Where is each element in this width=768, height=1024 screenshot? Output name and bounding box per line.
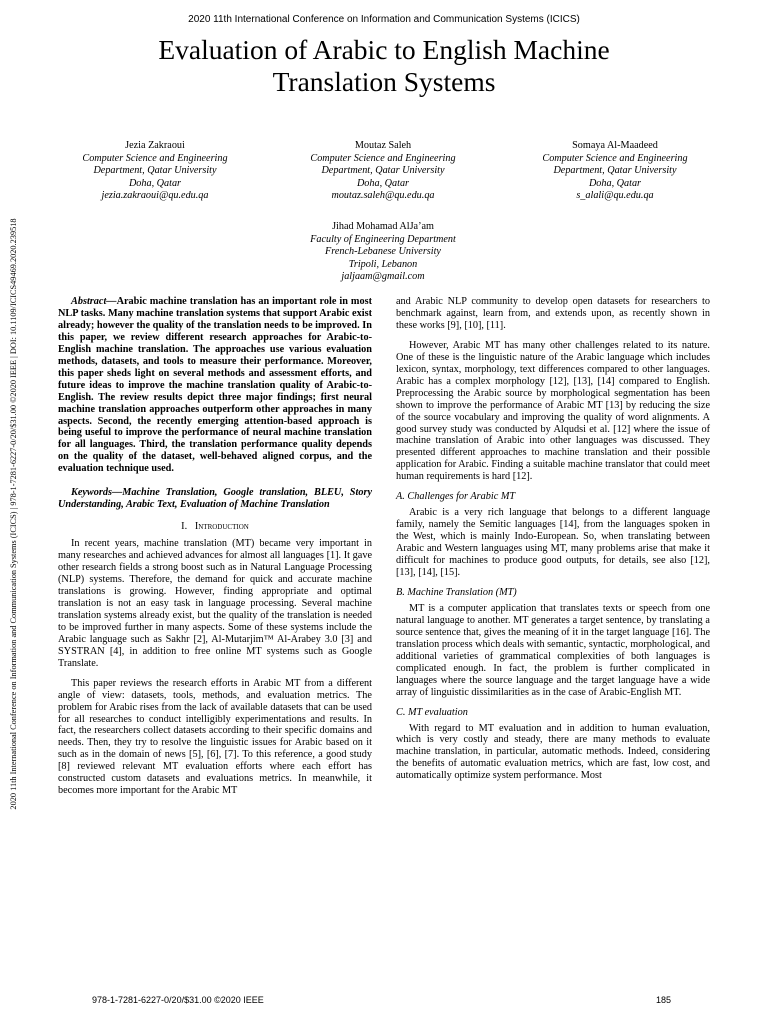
page-number: 185 (656, 995, 672, 1005)
author-city: Doha, Qatar (588, 177, 642, 189)
author-city: Doha, Qatar (356, 177, 410, 189)
abstract-label: Abstract— (71, 296, 117, 307)
paragraph: Arabic is a very rich language that belongs to a different language family, namely the Semitic languages [14], from the languages spoken in the West, which is mainly Indo-European. So, when translating between Arabic and Western languages using MT, many problems arise that make it difficult for machines to produce good outputs, for details, see also [12], [13], [14], [15]. (396, 507, 710, 579)
author-name: Moutaz Saleh (354, 140, 412, 151)
subsection-heading-a: A. Challenges for Arabic MT (396, 491, 516, 503)
footer-isbn: 978-1-7281-6227-0/20/$31.00 ©2020 IEEE (92, 995, 264, 1005)
author-block-4 (268, 221, 498, 284)
paragraph: MT is a computer application that translates texts or speech from one natural language to another. MT generates a target sentence, by translating a source sentence that, gives the meaning of it in the target language [16]. The translation process which deals with semantic, syntactic, morphological, and additional varieties of grammatical complexities of both languages is complicated enough. In fact, the problem is further complicated in languages where the source language and the target language have a wide array of linguistic dissimilarities as in the case of Arabic-English MT. (396, 602, 710, 698)
author-name: Jihad Mohamad AlJa’am (332, 221, 434, 232)
author-name: Jezia Zakraoui (125, 140, 185, 151)
left-column (58, 296, 372, 797)
author-affiliation: Computer Science and Engineering (542, 152, 688, 164)
author-affiliation: Faculty of Engineering Department (310, 233, 456, 245)
section-heading-introduction: I. Introduction (181, 521, 249, 533)
paper-title (60, 34, 708, 98)
right-column (396, 296, 710, 782)
author-city: Doha, Qatar (128, 177, 182, 189)
paragraph: With regard to MT evaluation and in addition to human evaluation, which is very costly and steady, there are many methods to evaluate machine translation, in particular, automatic methods. Indeed, considering the benefits of automatic evaluation metrics, which are fast, low cost, and automatically optimize system performance. Most (396, 722, 710, 782)
author-email: jaljaam@gmail.com (341, 271, 425, 283)
doi-sidebar: 2020 11th International Conference on Information and Communication Systems (ICICS) | 978-1-7281-6227-0/20/$31.00 ©2020 IEEE | DOI: 10.1109/ICICS49469.2020.239518 (9, 218, 18, 810)
subsection-heading-b: B. Machine Translation (MT) (396, 586, 517, 598)
author-city: Tripoli, Lebanon (348, 258, 418, 270)
paragraph: and Arabic NLP community to develop open datasets for researchers to benchmark against, learn from, and extends upon, as recently shown in these works [9], [10], [11]. (396, 296, 710, 331)
author-affiliation: Department, Qatar University (553, 165, 677, 177)
author-affiliation: Computer Science and Engineering (82, 152, 228, 164)
author-affiliation: Computer Science and Engineering (310, 152, 456, 164)
title-line-2: Translation Systems (272, 66, 496, 97)
paragraph: This paper reviews the research efforts in Arabic MT from a different angle of view: datasets, tools, methods, and evaluation metrics. The problem for Arabic rises from the lack of available datasets that can be used for all researches to conduct intelligibly experimentations and results. In fact, the researchers collect datasets according to their specific domains and needs. Then, they try to resolve the linguistic issues for Arabic based on it such as in the domain of news [5], [6], [7]. To this reference, a good study [8] reviewed relevant MT evaluation efforts where each effort has constructed custom datasets and evaluations metrics. In meanwhile, it becomes more important for the Arabic MT (58, 677, 372, 797)
abstract-text: Arabic machine translation has an important role in most NLP tasks. Many machine translation systems that support Arabic exist already; however the quality of the translation needs to be improved. In this paper, we review different research approaches for Arabic-to-English machine translation. The approaches use various evaluation methods, datasets, and tools to measure their performance. Moreover, this paper sheds light on several methods and assessment efforts, and future ideas to improve the machine translation quality of Arabic-to-English. The review results depict three major findings; first neural machine translation approaches outperform other approaches in many aspects. Second, the recently emerging attention-based approach is being useful to improve the performance of neural machine translation for all languages. Third, the translation performance quality depends on the quality of the dataset, well-behaved aligned corpus, and the evaluation technique used. (58, 296, 372, 475)
author-affiliation: Department, Qatar University (321, 165, 445, 177)
keywords: Keywords—Machine Translation, Google translation, BLEU, Story Understanding, Arabic Text, Evaluation of Machine Translation (58, 487, 372, 511)
paragraph: However, Arabic MT has many other challenges related to its nature. One of these is the linguistic nature of the Arabic language which includes lexicon, syntax, morphology, text differences compared to other languages. Arabic has a complex morphology [12], [13], [14] compared to English. Preprocessing the Arabic source by morphological segmentation has been shown to improve the performance of Arabic MT [13] by reducing the size of the source vocabulary and improving the quality of word alignments. A good survey study was conducted by Alqudsi et al. [12] where the issue of machine translation of Arabic into other languages was discussed. They presented different approaches to machine translation and their possible application for Arabic. Finding a suitable machine translator that could meet human requirements is hard [12]. (396, 339, 710, 483)
author-affiliation: Department, Qatar University (93, 165, 217, 177)
author-email: jezia.zakraoui@qu.edu.qa (101, 190, 209, 202)
author-block-1 (40, 140, 270, 203)
author-block-3 (500, 140, 730, 203)
author-affiliation: French-Lebanese University (325, 246, 441, 258)
author-block-2 (268, 140, 498, 203)
conference-header: 2020 11th International Conference on Information and Communication Systems (ICICS) (188, 14, 580, 25)
author-email: s_alali@qu.edu.qa (576, 190, 654, 202)
author-name: Somaya Al-Maadeed (572, 140, 658, 151)
title-line-1: Evaluation of Arabic to English Machine (158, 34, 610, 65)
subsection-heading-c: C. MT evaluation (396, 706, 468, 718)
paragraph: In recent years, machine translation (MT) became very important in many researches and achieved advances for almost all languages [1]. It gave other research fields a strong boost such as in Natural Language Processing (NLP) systems. Therefore, the demand for quick and accurate machine translations is growing. However, finding appropriate and optimal translation is not an easy task in language processing. Several machine translation systems already exist, but the quality of the translation is needed to be improved further in many aspects. Some of these systems include the Arabic language such as Sakhr [2], Al-Mutarjim™ Al-Arabey 3.0 [3] and SYSTRAN [4], in addition to free online MT systems such as Google Translate. (58, 538, 372, 669)
abstract (58, 296, 372, 475)
author-email: moutaz.saleh@qu.edu.qa (331, 190, 435, 202)
